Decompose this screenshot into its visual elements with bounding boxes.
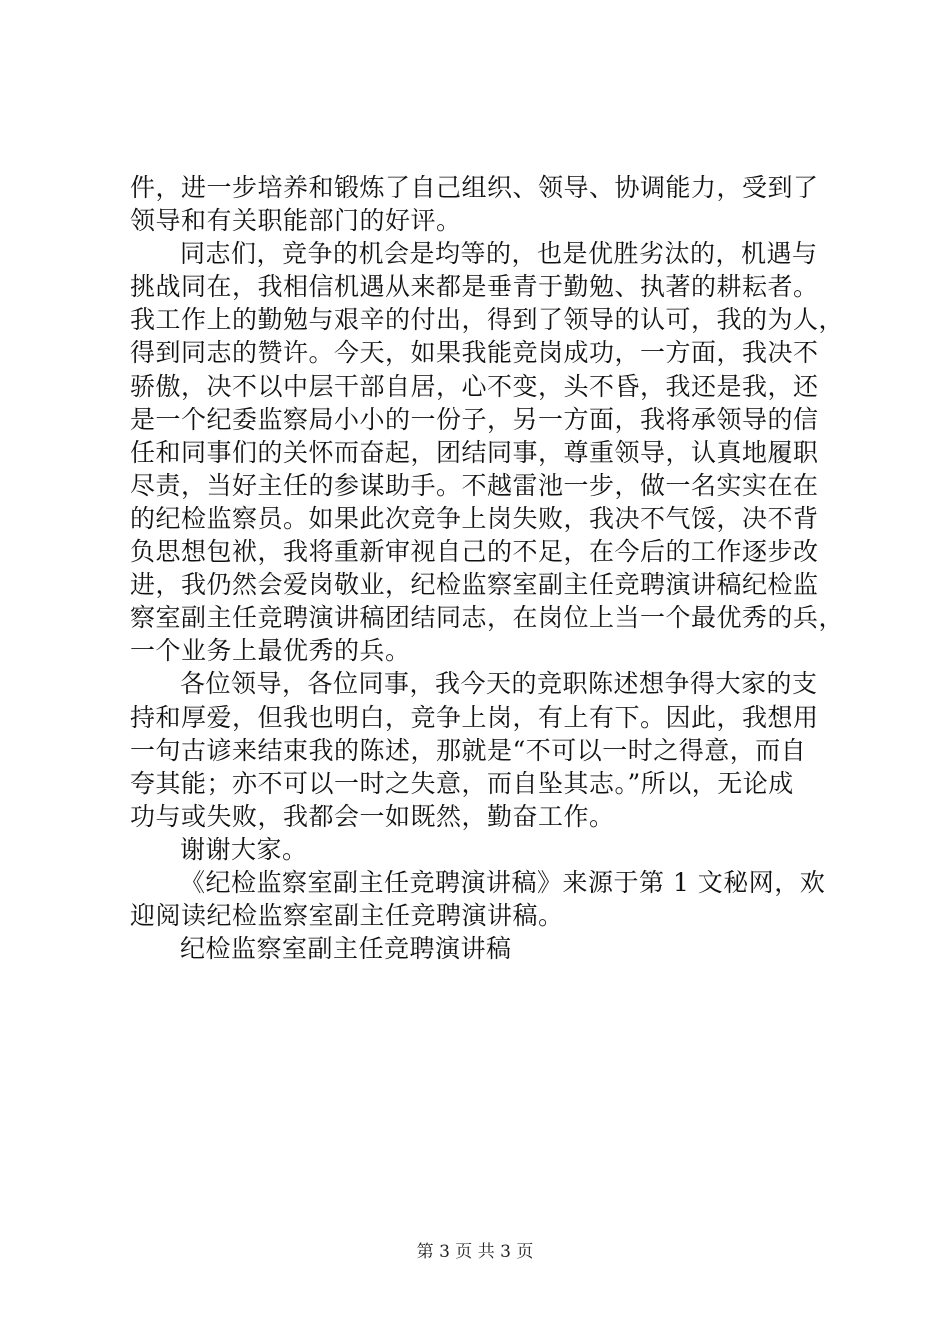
text-line: 我工作上的勤勉与艰辛的付出，得到了领导的认可，我的为人， [130, 305, 845, 335]
text-line: 功与或失败，我都会一如既然，勤奋工作。 [130, 801, 615, 831]
text-line: 领导和有关职能部门的好评。 [130, 206, 462, 236]
text-line: 尽责，当好主任的参谋助手。不越雷池一步，做一名实实在在 [130, 470, 819, 500]
text-line: 一句古谚来结束我的陈述，那就是“不可以一时之得意，而自 [130, 735, 807, 765]
text-line: 任和同事们的关怀而奋起，团结同事，尊重领导，认真地履职 [130, 437, 819, 467]
text-line: 骄傲，决不以中层干部自居，心不变，头不昏，我还是我，还 [130, 371, 819, 401]
document-body [130, 171, 845, 965]
paragraph-start-line: 《纪检监察室副主任竞聘演讲稿》来源于第 1 文秘网，欢 [180, 867, 826, 897]
text-line: 夸其能；亦不可以一时之失意，而自坠其志。”所以，无论成 [130, 768, 794, 798]
text-line: 迎阅读纪检监察室副主任竞聘演讲稿。 [130, 901, 564, 931]
text-line: 负思想包袱，我将重新审视自己的不足，在今后的工作逐步改 [130, 537, 819, 567]
text-line: 的纪检监察员。如果此次竞争上岗失败，我决不气馁，决不背 [130, 503, 819, 533]
paragraph-start-line: 纪检监察室副主任竞聘演讲稿 [180, 934, 512, 964]
page-number-label: 第 3 页 共 3 页 [416, 1242, 534, 1262]
text-line: 持和厚爱，但我也明白，竞争上岗，有上有下。因此，我想用 [130, 702, 819, 732]
text-line: 得到同志的赞许。今天，如果我能竞岗成功，一方面，我决不 [130, 338, 819, 368]
text-line: 挑战同在，我相信机遇从来都是垂青于勤勉、执著的耕耘者。 [130, 272, 819, 302]
text-line: 察室副主任竞聘演讲稿团结同志，在岗位上当一个最优秀的兵， [130, 603, 845, 633]
text-line: 进，我仍然会爱岗敬业，纪检监察室副主任竞聘演讲稿纪检监 [130, 570, 819, 600]
page-footer [0, 1241, 950, 1263]
text-line: 件，进一步培养和锻炼了自己组织、领导、协调能力，受到了 [130, 173, 819, 202]
paragraph-start-line: 同志们，竞争的机会是均等的，也是优胜劣汰的，机遇与 [180, 239, 818, 269]
text-line: 是一个纪委监察局小小的一份子，另一方面，我将承领导的信 [130, 404, 819, 434]
text-line: 一个业务上最优秀的兵。 [130, 636, 411, 666]
paragraph-start-line: 各位领导，各位同事，我今天的竞职陈述想争得大家的支 [180, 669, 818, 699]
paragraph-start-line: 谢谢大家。 [180, 834, 308, 864]
